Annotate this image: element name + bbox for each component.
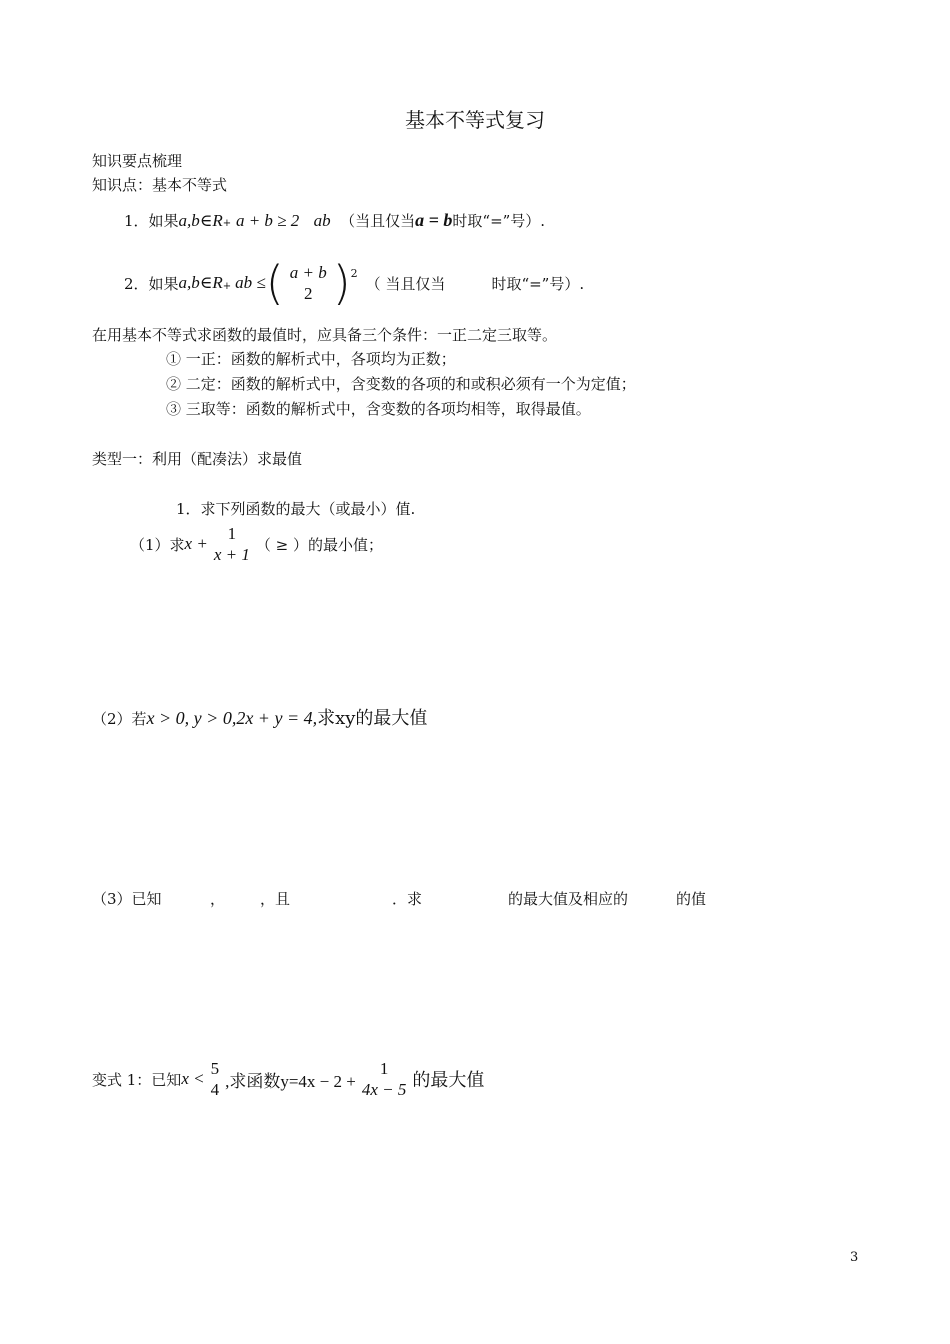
- item2-lhs: ab ≤: [235, 273, 266, 292]
- conditions-intro: 在用基本不等式求函数的最值时，应具备三个条件：一正二定三取等。: [92, 326, 558, 344]
- item2-suffix-pre: （ 当且仅当: [365, 274, 446, 293]
- inequality-item-2: [124, 258, 584, 308]
- item2-suffix-post: 时取“=”号）.: [491, 274, 585, 293]
- variant1-denominator-1: 4: [210, 1079, 220, 1099]
- q3-part-d: ．求: [392, 890, 423, 908]
- question-2: [92, 704, 427, 730]
- page-title: 基本不等式复习: [405, 108, 545, 132]
- inequality-item-1: [124, 206, 545, 238]
- item2-set: R: [212, 273, 223, 292]
- variant1-suffix: 的最大值: [412, 1070, 485, 1091]
- q3-part-a: （3）已知: [92, 890, 162, 908]
- item1-prefix: 1．如果: [124, 212, 179, 230]
- q1-denominator: x + 1: [213, 544, 250, 564]
- item1-in: ∈: [199, 211, 213, 230]
- item2-denominator: 2: [303, 283, 313, 303]
- condition-2: ② 二定：函数的解析式中，含变数的各项的和或积必须有一个为定值；: [166, 375, 636, 393]
- variant1-ask: ,求函数y=4x − 2 +: [225, 1071, 356, 1091]
- variant-1: [92, 1054, 484, 1104]
- q1-prefix: （1）求: [130, 535, 185, 554]
- right-paren: ): [332, 256, 351, 310]
- q3-part-c: ，且: [260, 890, 291, 908]
- q1-suffix: 的最小值；: [307, 535, 383, 554]
- item2-fraction: [287, 263, 330, 304]
- q1-condition: （ ≥ ）: [255, 535, 308, 554]
- page-number: 3: [850, 1250, 859, 1265]
- variant1-numerator-1: 5: [210, 1058, 220, 1078]
- item2-set-sub: +: [222, 280, 232, 292]
- item1-equality: a = b: [415, 210, 453, 230]
- q3-part-e: 的最大值及相应的: [508, 890, 629, 908]
- item1-vars: a,b: [178, 211, 200, 230]
- q1-x-plus: x +: [184, 534, 208, 553]
- subsection-heading: 知识点：基本不等式: [92, 176, 228, 194]
- variant1-fraction-1: [208, 1059, 223, 1100]
- item2-vars: a,b: [178, 273, 200, 292]
- item2-in: ∈: [199, 273, 213, 292]
- question-intro: 1．求下列函数的最大（或最小）值.: [176, 500, 416, 518]
- variant1-x-lt: x <: [181, 1069, 205, 1088]
- type1-heading: 类型一：利用（配凑法）求最值: [92, 450, 303, 468]
- item1-suffix-post: 时取“=”号）.: [452, 212, 546, 230]
- q3-part-f: 的值: [676, 890, 707, 908]
- q1-numerator: 1: [227, 523, 237, 543]
- variant1-fraction-2: [359, 1059, 410, 1100]
- left-paren: (: [265, 256, 284, 310]
- condition-1: ① 一正：函数的解析式中，各项均为正数；: [166, 350, 456, 368]
- item1-suffix-pre: （当且仅当: [340, 212, 416, 230]
- question-1: [130, 520, 383, 568]
- q2-expr: x > 0, y > 0,2x + y = 4,: [146, 708, 318, 728]
- section-heading: 知识要点梳理: [92, 152, 183, 170]
- variant1-denominator-2: 4x − 5: [361, 1079, 407, 1099]
- condition-3: ③ 三取等：函数的解析式中，含变数的各项均相等，取得最值。: [166, 400, 591, 418]
- item2-power: 2: [350, 266, 358, 280]
- variant1-prefix: 变式 1：已知: [92, 1070, 182, 1089]
- item2-prefix: 2．如果: [124, 274, 179, 293]
- item1-set-sub: +: [222, 218, 232, 229]
- item2-numerator: a + b: [289, 262, 327, 282]
- q3-part-b: ，: [210, 890, 226, 908]
- item1-sqrt-arg: ab: [313, 211, 331, 230]
- q2-prefix: （2）若: [92, 710, 147, 728]
- variant1-numerator-2: 1: [379, 1058, 389, 1078]
- item1-expr: a + b ≥ 2: [235, 211, 300, 230]
- item1-set: R: [212, 211, 223, 230]
- q1-fraction: [211, 524, 253, 565]
- q2-ask: 求xy的最大值: [317, 708, 428, 729]
- question-3: [92, 888, 852, 910]
